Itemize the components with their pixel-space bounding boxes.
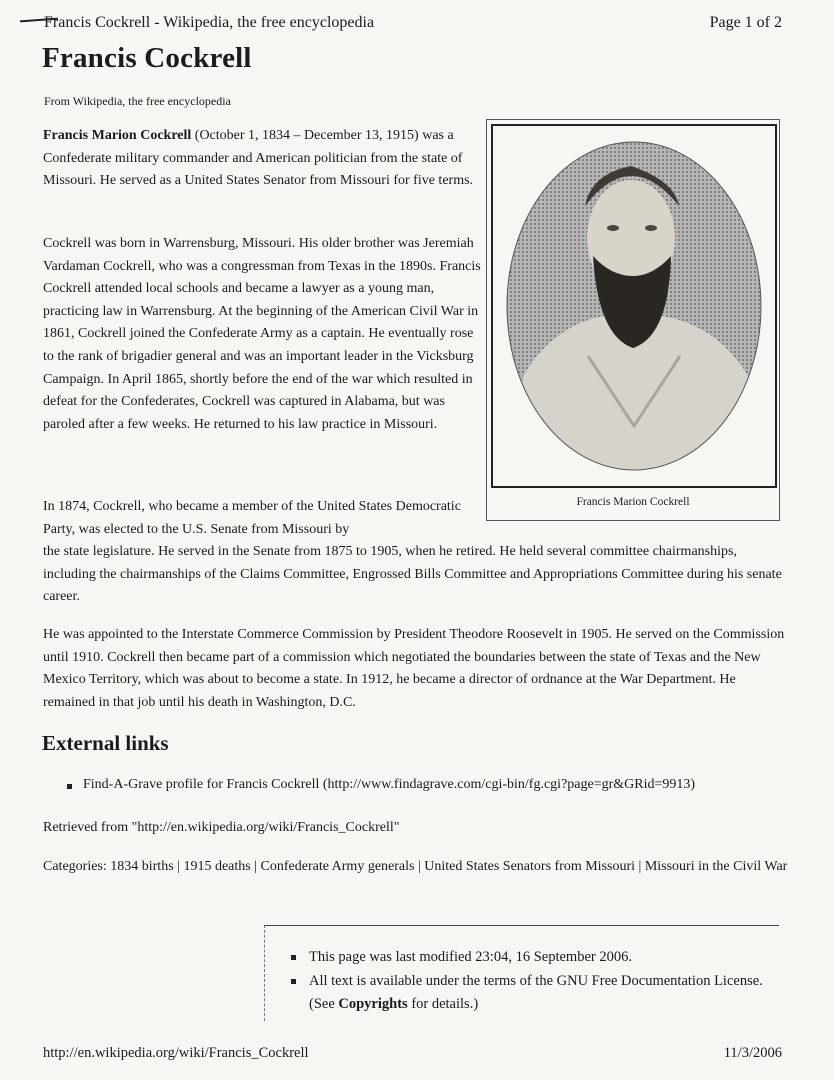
categories-list: Categories: 1834 births | 1915 deaths | Confederate Army generals | United States Senators from Missouri | Missouri in the Civil War [43,859,788,874]
print-page-number: Page 1 of 2 [709,14,782,31]
print-footer-url: http://en.wikipedia.org/wiki/Francis_Cockrell [43,1045,309,1061]
page-footer-box [264,925,779,1021]
external-links-list [42,777,695,793]
later-career-paragraph: He was appointed to the Interstate Commerce Commission by President Theodore Roosevelt in 1905. He served on the Commission until 1910. Cockrell then became part of a commission which negotiated the boundaries between the state of Texas and the New Mexico Territory, which was about to become a state. In 1912, he became a director of ordnance at the War Department. He remained in that job until his death in Washington, D.C. [43,627,785,710]
senate-text-start: In 1874, Cockrell, who became a member of the United States Democratic Party, was elected to the U.S. Senate from Missouri by [43,499,461,537]
external-link-text[interactable]: Find-A-Grave profile for Francis Cockrell (http://www.findagrave.com/cgi-bin/fg.cgi?page=gr&GRid=9913) [83,777,696,792]
footer-item-license: All text is available under the terms of the GNU Free Documentation License. (See Copyrights for details.) [287,970,779,1017]
infobox-caption: Francis Marion Cockrell [576,496,690,508]
bullet-icon [291,979,296,984]
portrait-photo [491,124,777,488]
copyrights-link[interactable]: Copyrights [338,996,408,1012]
subject-name: Francis Marion Cockrell [43,128,192,143]
external-links-heading: External links [42,731,169,755]
retrieved-from-text: Retrieved from "http://en.wikipedia.org/wiki/Francis_Cockrell" [43,820,400,835]
bullet-icon [291,955,296,960]
portrait-image [493,126,775,486]
footer-item-modified: This page was last modified 23:04, 16 September 2006. [287,946,779,970]
intro-text: (October 1, 1834 – December 13, 1915) was a Confederate military commander and American politician from the state of Missouri. He served as a United States Senator from Missouri for five terms. [43,128,474,189]
page-subtitle: From Wikipedia, the free encyclopedia [44,94,231,108]
print-header-title: Francis Cockrell - Wikipedia, the free encyclopedia [44,14,375,31]
external-link-item[interactable] [42,777,695,793]
print-footer-date: 11/3/2006 [723,1045,782,1061]
bullet-icon [67,784,72,789]
intro-paragraph [43,125,483,193]
page-title: Francis Cockrell [42,42,252,74]
biography-paragraph: Cockrell was born in Warrensburg, Missouri. His older brother was Jeremiah Vardaman Cockrell, who was a congressman from Texas in the 1890s. Francis Cockrell attended local schools and became a lawyer as a young man, practicing law in Warrensburg. At the beginning of the American Civil War in 1861, Cockrell joined the Confederate Army as a captain. He eventually rose to the rank of brigadier general and was an important leader in the Vicksburg Campaign. In April 1865, shortly before the end of the war which resulted in defeat for the Confederates, Cockrell was captured in Alabama, but was paroled after a few weeks. He returned to his law practice in Missouri. [43,236,481,432]
infobox [486,119,780,521]
footer-list [287,946,779,1017]
senate-text-end: the state legislature. He served in the Senate from 1875 to 1905, when he retired. He held several committee chairmanships, including the chairmanships of the Claims Committee, Engrossed Bills Committee and Appropriations Committee during his senate career. [43,544,782,605]
